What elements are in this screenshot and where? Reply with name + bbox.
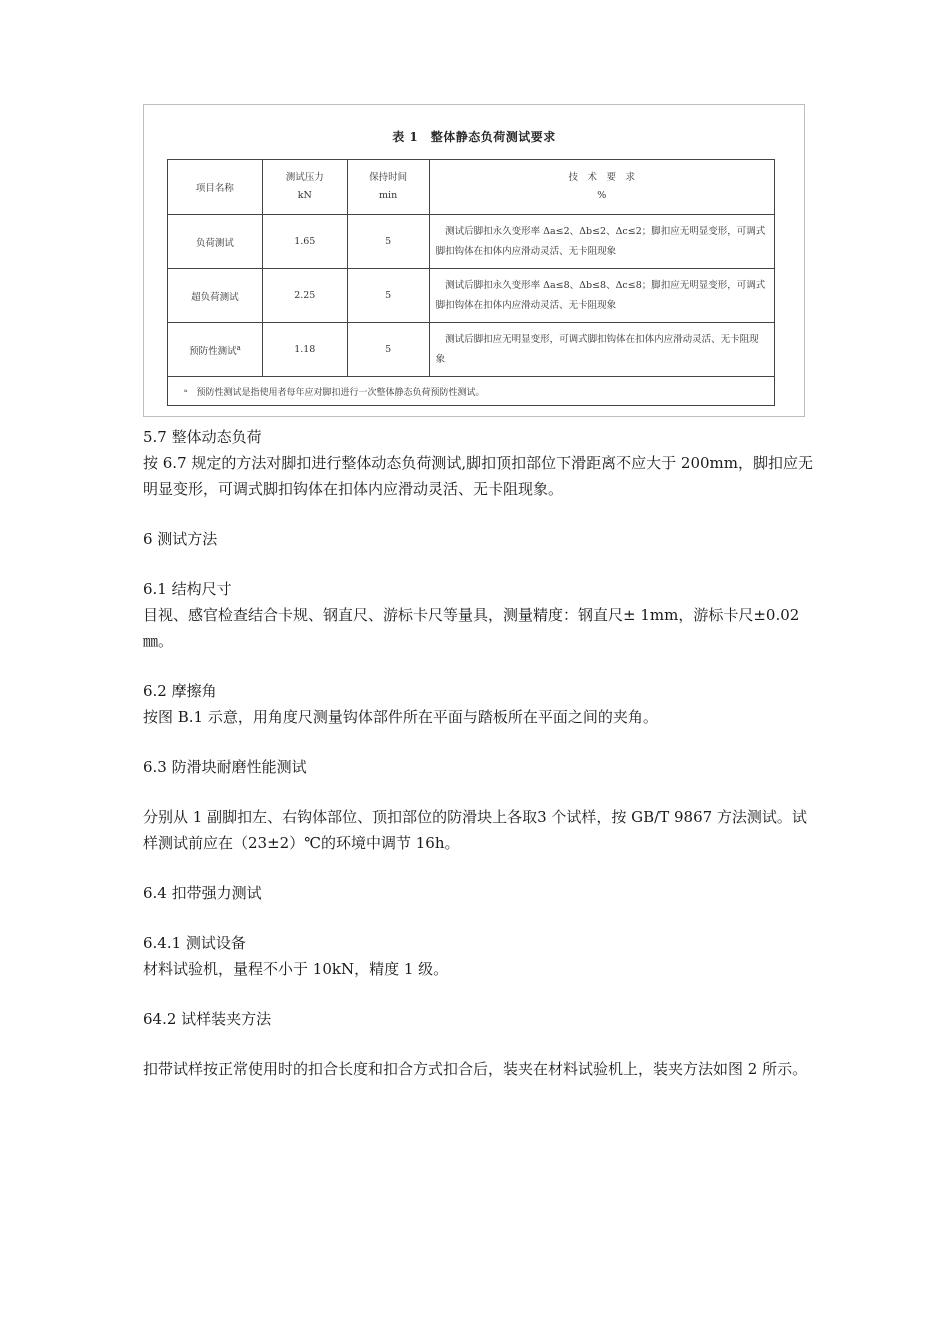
table-footnote: ᵃ 预防性测试是指使用者每年应对脚扣进行一次整体静态负荷预防性测试。: [168, 377, 775, 406]
cell-requirement: 测试后脚扣永久变形率 Δa≤2、Δb≤2、Δc≤2；脚扣应无明显变形，可调式脚扣钩体在扣体内应滑动灵活、无卡阻现象: [429, 215, 774, 269]
paragraph-6-4-1: 材料试验机，量程不小于 10kN，精度 1 级。: [143, 960, 449, 978]
paragraph-5-7: 按 6.7 规定的方法对脚扣进行整体动态负荷测试,脚扣顶扣部位下滑距离不应大于 200mm，脚扣应无明显变形，可调式脚扣钩体在扣体内应滑动灵活、无卡阻现象。: [143, 454, 814, 498]
cell-item: 负荷测试: [168, 215, 263, 269]
footnote-marker: a: [236, 343, 241, 352]
table-row: [168, 269, 775, 323]
header-item: 项目名称: [168, 160, 263, 215]
paragraph-6-4-2: 扣带试样按正常使用时的扣合长度和扣合方式扣合后，装夹在材料试验机上，装夹方法如图 2 所示。: [143, 1060, 808, 1078]
cell-pressure: 1.18: [262, 323, 347, 377]
table-caption: 表 1 整体静态负荷测试要求: [392, 130, 556, 144]
paragraph-6-3: 分别从 1 副脚扣左、右钩体部位、顶扣部位的防滑块上各取3 个试样，按 GB/T 9867 方法测试。试样测试前应在（23±2）℃的环境中调节 16h。: [143, 808, 807, 852]
cell-time: 5: [347, 323, 429, 377]
table-figure: [143, 104, 805, 417]
table-header-row: [168, 160, 775, 215]
table-row: [168, 215, 775, 269]
cell-item: 预防性测试$^a$: [168, 323, 263, 377]
header-requirement: 技 术 要 求 %: [429, 160, 774, 215]
header-pressure: 测试压力 kN: [262, 160, 347, 215]
paragraph-6-1: 目视、感官检查结合卡规、钢直尺、游标卡尺等量具，测量精度：钢直尺± 1mm，游标卡尺±0.02㎜。: [143, 606, 800, 650]
section-heading-5-7: 5.7 整体动态负荷: [143, 428, 262, 446]
section-heading-6-4-2: 64.2 试样装夹方法: [143, 1010, 272, 1028]
section-heading-6-4-1: 6.4.1 测试设备: [143, 934, 246, 952]
cell-pressure: 2.25: [262, 269, 347, 323]
document-body: [143, 424, 813, 1082]
cell-item: 超负荷测试: [168, 269, 263, 323]
cell-time: 5: [347, 215, 429, 269]
table-row: [168, 323, 775, 377]
section-heading-6-2: 6.2 摩擦角: [143, 682, 217, 700]
cell-requirement: 测试后脚扣永久变形率 Δa≤8、Δb≤8、Δc≤8；脚扣应无明显变形，可调式脚扣钩体在扣体内应滑动灵活、无卡阻现象: [429, 269, 774, 323]
load-test-table: [167, 159, 775, 406]
header-time: 保持时间 min: [347, 160, 429, 215]
table-footnote-row: [168, 377, 775, 406]
cell-pressure: 1.65: [262, 215, 347, 269]
cell-requirement: 测试后脚扣应无明显变形，可调式脚扣钩体在扣体内应滑动灵活、无卡阻现象: [429, 323, 774, 377]
section-heading-6: 6 测试方法: [143, 530, 218, 548]
section-heading-6-4: 6.4 扣带强力测试: [143, 884, 262, 902]
section-heading-6-1: 6.1 结构尺寸: [143, 580, 232, 598]
paragraph-6-2: 按图 B.1 示意，用角度尺测量钩体部件所在平面与踏板所在平面之间的夹角。: [143, 708, 658, 726]
cell-time: 5: [347, 269, 429, 323]
section-heading-6-3: 6.3 防滑块耐磨性能测试: [143, 758, 307, 776]
